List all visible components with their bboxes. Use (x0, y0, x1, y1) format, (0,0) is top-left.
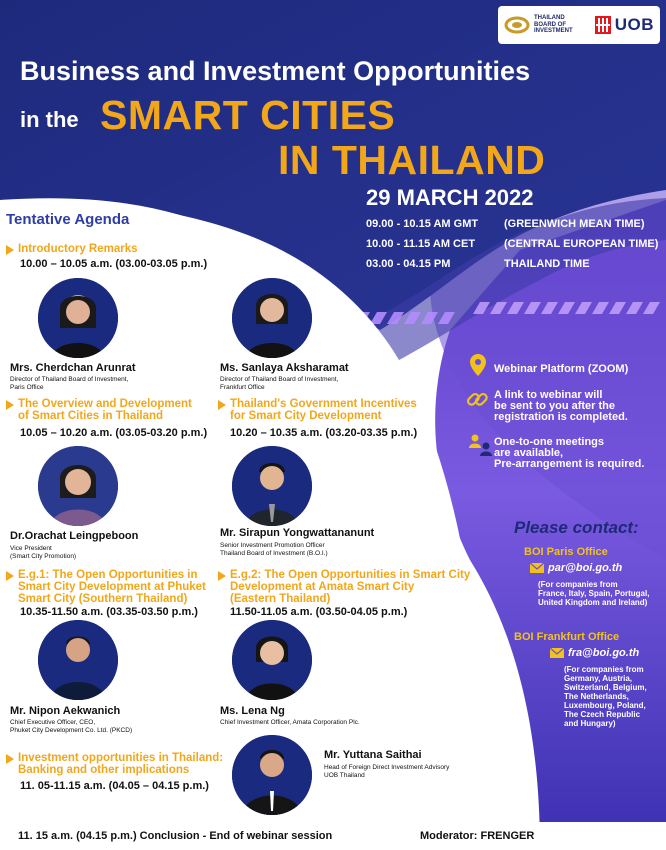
agenda-item-incentives (218, 398, 417, 422)
time-range: 10.00 - 11.15 AM CET (366, 238, 476, 250)
time-zone: (GREENWICH MEAN TIME) (504, 218, 645, 230)
speaker-photo-orachat (38, 446, 118, 526)
note-line: (For companies from (564, 665, 644, 674)
agenda-title-line: of Smart Cities in Thailand (18, 410, 164, 422)
speaker-photo-yuttana (232, 735, 312, 815)
person-avatar-icon (232, 278, 312, 358)
speaker-name: Mrs. Cherdchan Arunrat (10, 362, 136, 374)
uob-emblem-icon (595, 16, 611, 34)
note-line: Germany, Austria, (564, 674, 633, 683)
note-line: (For companies from (538, 580, 618, 589)
event-times (366, 214, 658, 274)
bullet-arrow-icon (218, 400, 226, 410)
note-line: One-to-one meetings (494, 436, 605, 448)
time-zone: (CENTRAL EUROPEAN TIME) (504, 238, 659, 250)
note-line: A link to webinar will (494, 389, 603, 401)
agenda-title-line: Development at Amata Smart City (230, 581, 415, 593)
time-row (366, 254, 658, 274)
agenda-title-line: Banking and other implications (18, 764, 190, 776)
speaker-title-line: Paris Office (10, 383, 44, 391)
agenda-title-line: Smart City (Southern Thailand) (18, 593, 188, 605)
agenda-title-line: Smart City Development at Phuket (18, 581, 206, 593)
agenda-item-title (18, 398, 192, 422)
event-title: Business and Investment Opportunities (20, 56, 531, 86)
agenda-item-time: 10.05 – 10.20 a.m. (03.05-03.20 p.m.) (20, 427, 208, 439)
person-avatar-icon (232, 620, 312, 700)
office-name: BOI Frankfurt Office (514, 631, 620, 643)
agenda-item-title (18, 569, 206, 605)
title-in-the: in the (20, 107, 79, 132)
speaker-title-line: Senior Investment Promotion Officer (220, 542, 325, 549)
note-line: and Hungary) (564, 719, 616, 728)
speaker-name: Mr. Sirapun Yongwattananunt (220, 527, 375, 539)
conclusion-text: 11. 15 a.m. (04.15 p.m.) Conclusion - End of webinar session (18, 830, 333, 842)
speaker-photo-lena (232, 620, 312, 700)
event-date: 29 MARCH 2022 (366, 185, 534, 210)
coverage-note (564, 665, 647, 728)
note-line: Switzerland, Belgium, (564, 683, 647, 692)
email-link[interactable]: par@boi.go.th (548, 562, 623, 574)
meeting-note (494, 437, 644, 470)
contact-heading: Please contact: (514, 518, 639, 537)
person-avatar-icon (38, 620, 118, 700)
speaker-title (220, 542, 328, 557)
time-row (366, 234, 658, 254)
speaker-title: Chief Investment Officer, Amata Corporation Plc. (220, 719, 360, 726)
note-line: The Czech Republic (564, 710, 641, 719)
uob-logo (595, 15, 654, 35)
speaker-title (10, 376, 128, 391)
person-avatar-icon (38, 278, 118, 358)
coverage-note (538, 580, 649, 607)
note-line: Pre-arrangement is required. (494, 458, 645, 470)
agenda-title-line: for Smart City Development (230, 410, 382, 422)
speaker-title (220, 376, 338, 391)
speaker-name: Dr.Orachat Leingpeboon (10, 530, 139, 542)
time-zone: THAILAND TIME (504, 258, 590, 270)
speaker-name: Mr. Nipon Aekwanich (10, 705, 121, 717)
agenda-title: Tentative Agenda (6, 211, 130, 228)
speaker-photo-sirapun (232, 446, 312, 526)
agenda-item-overview (6, 398, 192, 422)
speaker-title-line: Thailand Board of Investment (B.O.I.) (220, 549, 328, 557)
speaker-title-line: Frankfurt Office (220, 383, 265, 391)
title-smart-cities: SMART CITIES (100, 92, 396, 138)
email-row (530, 562, 622, 574)
speaker-name: Ms. Lena Ng (220, 705, 285, 717)
speaker-photo-sanlaya (232, 278, 312, 358)
webinar-platform: Webinar Platform (ZOOM) (494, 363, 629, 375)
speaker-title (10, 719, 132, 734)
speaker-title-line: (Smart City Promotion) (10, 552, 77, 560)
office-name: BOI Paris Office (524, 546, 608, 558)
time-row (366, 214, 658, 234)
agenda-item-amata (218, 569, 470, 605)
note-line: France, Italy, Spain, Portugal, (538, 589, 650, 598)
uob-logo-text: UOB (614, 15, 654, 34)
mail-icon (530, 563, 544, 573)
speaker-name: Mr. Yuttana Saithai (324, 749, 422, 761)
note-line: The Netherlands, (564, 692, 629, 701)
note-line: United Kingdom and Ireland) (538, 598, 648, 607)
speaker-title (324, 764, 449, 779)
agenda-item-title (18, 752, 223, 776)
speaker-name: Ms. Sanlaya Aksharamat (220, 362, 349, 374)
boi-logo-text: THAILAND BOARD OF INVESTMENT (534, 15, 573, 35)
person-avatar-icon (232, 735, 312, 815)
bullet-arrow-icon (6, 754, 14, 764)
speaker-title-line: Vice President (10, 545, 52, 552)
boi-logo (504, 15, 580, 35)
bullet-arrow-icon (6, 400, 14, 410)
sponsor-logos (498, 6, 660, 44)
agenda-item-title (230, 398, 417, 422)
bullet-arrow-icon (218, 571, 226, 581)
bullet-arrow-icon (6, 245, 14, 255)
speaker-photo-cherdchan (38, 278, 118, 358)
moderator-text: Moderator: FRENGER (420, 830, 535, 842)
agenda-item-banking (6, 752, 223, 776)
speaker-photo-nipon (38, 620, 118, 700)
agenda-item-time: 11.50-11.05 a.m. (03.50-04.05 p.m.) (230, 606, 408, 618)
agenda-title-line: Thailand's Government Incentives (230, 398, 417, 410)
link-icon (466, 388, 488, 415)
agenda-item-title: Introductory Remarks (18, 243, 138, 255)
speaker-title-line: UOB Thailand (324, 771, 365, 779)
note-line: be sent to you after the (494, 400, 616, 412)
agenda-item-time: 10.35-11.50 a.m. (03.35-03.50 p.m.) (20, 606, 198, 618)
time-range: 09.00 - 10.15 AM GMT (366, 218, 479, 230)
speaker-title-line: Chief Executive Officer, CEO, (10, 719, 96, 726)
agenda-item-intro (6, 243, 138, 255)
speaker-title (10, 545, 76, 560)
agenda-title-line: E.g.1: The Open Opportunities in (18, 569, 198, 581)
agenda-title-line: E.g.2: The Open Opportunities in Smart City (230, 569, 471, 581)
agenda-item-time: 10.20 – 10.35 a.m. (03.20-03.35 p.m.) (230, 427, 418, 439)
person-avatar-icon (232, 446, 312, 526)
agenda-item-title (230, 569, 470, 605)
webinar-link-note (494, 390, 628, 423)
note-line: are available, (494, 447, 564, 459)
person-avatar-icon (38, 446, 118, 526)
email-link[interactable]: fra@boi.go.th (568, 647, 640, 659)
email-row (550, 647, 639, 659)
boi-emblem-icon (504, 15, 530, 35)
agenda-title-line: The Overview and Development (18, 398, 192, 410)
mail-icon (550, 648, 564, 658)
agenda-title-line: Investment opportunities in Thailand: (18, 752, 224, 764)
agenda-item-time: 10.00 – 10.05 a.m. (03.00-03.05 p.m.) (20, 258, 208, 270)
speaker-title-line: Director of Thailand Board of Investment, (220, 376, 339, 383)
location-pin-icon (470, 354, 486, 381)
agenda-item-time: 11. 05-11.15 a.m. (04.05 – 04.15 p.m.) (20, 780, 209, 792)
speaker-title-line: Phuket City Development Co. Ltd. (PKCD) (10, 726, 133, 734)
meeting-people-icon (468, 432, 494, 463)
note-line: registration is completed. (494, 411, 628, 423)
note-line: Luxembourg, Poland, (564, 701, 646, 710)
title-in-thailand: IN THAILAND (278, 137, 546, 183)
bullet-arrow-icon (6, 571, 14, 581)
speaker-title-line: Director of Thailand Board of Investment, (10, 376, 129, 383)
agenda-title-line: (Eastern Thailand) (230, 593, 331, 605)
time-range: 03.00 - 04.15 PM (366, 258, 451, 270)
speaker-title-line: Head of Foreign Direct Investment Advisory (324, 764, 450, 771)
agenda-item-phuket (6, 569, 206, 605)
